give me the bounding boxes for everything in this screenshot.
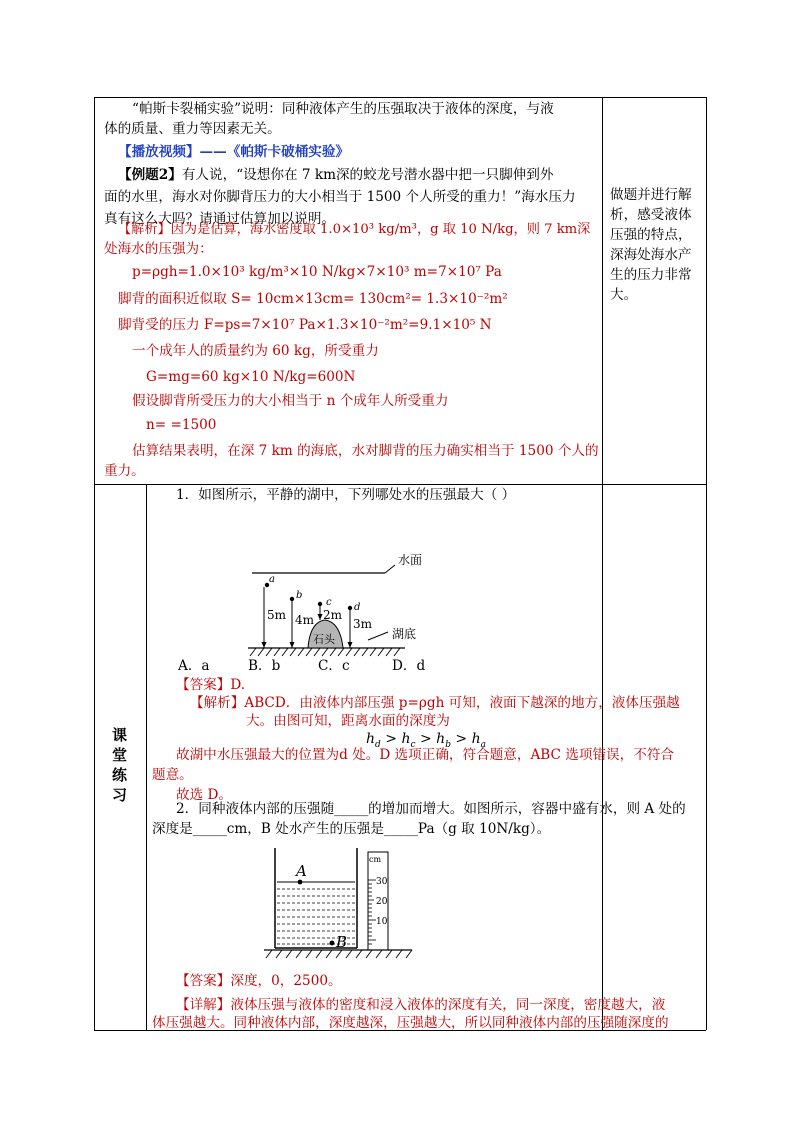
side-note-line2: 析，感受液体 [610, 207, 692, 223]
point-a-label: a [269, 574, 275, 585]
depth-c-label: 2m [323, 608, 343, 622]
side-note-line1: 做题并进行解 [610, 187, 692, 203]
q1-option-a[interactable]: A．a [178, 658, 210, 674]
q1-analysis-line3: 故湖中水压强最大的位置为d 处。D 选项正确，符合题意，ABC 选项错误，不符合 [176, 747, 675, 763]
pascal-para-line2: 体的质量、重力等因素无关。 [104, 121, 281, 137]
point-A-marker [298, 880, 303, 885]
solution-gravity: G=mg=60 kg×10 N/kg=600N [146, 369, 356, 385]
section-label-char2: 堂 [112, 746, 128, 764]
surface-label: 水面 [398, 553, 423, 567]
example2-line1: 【例题2】有人说，“设想你在 7 km深的蛟龙号潜水器中把一只脚伸到外 [118, 167, 554, 183]
q2-line1: 2．同种液体内部的压强随_____的增加而增大。如图所示，容器中盛有水，则 A 处的 [176, 801, 686, 817]
section-label-char3: 练 [112, 766, 128, 784]
q1-analysis-line4: 题意。 [152, 767, 193, 783]
solution-area: 脚背的面积近似取 S= 10cm×13cm= 130cm²= 1.3×10⁻²m² [118, 291, 508, 307]
ruler-unit: cm [369, 855, 382, 864]
example2-tag: 【例题2】 [118, 167, 182, 183]
point-c-label: c [326, 597, 332, 608]
side-note-line5: 生的压力非常 [610, 267, 692, 283]
table-side-divider [602, 97, 603, 1030]
q2-detail-line2: 体压强越大。同种液体内部，深度越深，压强越大，所以同种液体内部的压强随深度的 [152, 1015, 669, 1031]
solution-conclusion-line2: 重力。 [104, 463, 145, 479]
q1-analysis-line2: 大。由图可知，距离水面的深度为 [246, 713, 450, 729]
solution-mass: 一个成年人的质量约为 60 kg，所受重力 [132, 343, 379, 359]
solution-n: n= =1500 [146, 417, 217, 433]
q1-analysis-line5: 故选 D。 [176, 787, 233, 803]
q1-option-d[interactable]: D．d [392, 658, 426, 674]
solution-force: 脚背受的压力 F=ps=7×10⁷ Pa×1.3×10⁻²m²=9.1×10⁵ N [118, 317, 492, 333]
solution-line1: 【解析】因为是估算，海水密度取 1.0×10³ kg/m³，g 取 10 N/kg，则 7 km深 [118, 222, 591, 237]
solution-line2: 处海水的压强为： [104, 241, 213, 257]
q1-answer: 【答案】D. [176, 677, 246, 693]
solution-conclusion-line1: 估算结果表明，在深 7 km 的海底，水对脚背的压力确实相当于 1500 个人的 [132, 443, 599, 459]
point-B-label: B [336, 933, 348, 951]
depth-a-label: 5m [267, 608, 287, 622]
bottom-label: 湖底 [392, 627, 417, 641]
pascal-para-line1: “帕斯卡裂桶实验”说明：同种液体产生的压强取决于液体的深度，与液 [132, 101, 554, 117]
point-b-marker [290, 597, 294, 601]
depth-b-label: 4m [295, 613, 315, 627]
stone-label: 石头 [313, 633, 335, 646]
point-b-label: b [296, 590, 303, 601]
section-label-char1: 课 [112, 726, 128, 744]
example2-line2: 面的水里，海水对你脚背压力的大小相当于 1500 个人所受的重力！”海水压力 [104, 189, 576, 205]
solution-formula-pressure: p=ρgh=1.0×10³ kg/m³×10 N/kg×7×10³ m=7×10⁷ Pa [132, 264, 502, 280]
q1-option-c[interactable]: C．c [318, 658, 350, 674]
table-left-border [94, 97, 95, 1030]
ruler-tick-30: 30 [376, 877, 388, 887]
q1-option-b[interactable]: B．b [248, 658, 281, 674]
lake-diagram [240, 548, 440, 660]
table-col-divider [146, 484, 147, 1030]
depth-d-label: 3m [353, 617, 373, 631]
q2-detail-line1: 【详解】液体压强与液体的密度和浸入液体的深度有关，同一深度，密度越大，液 [176, 997, 666, 1013]
point-B-marker [330, 941, 335, 946]
q1-stem: 1．如图所示，平静的湖中，下列哪处水的压强最大（ ） [176, 487, 516, 503]
point-A-label: A [296, 862, 307, 880]
q1-depth-formula: $h_d > h_c > h_b > h_a$ [366, 731, 486, 750]
point-c-marker [318, 602, 322, 606]
q2-line2: 深度是_____cm，B 处水产生的压强是_____Pa（g 取 10N/kg）。 [152, 821, 551, 837]
side-note-line4: 深海处海水产 [610, 247, 692, 263]
container-diagram [262, 842, 414, 962]
video-link[interactable]: 【播放视频】——《帕斯卡破桶实验》 [118, 144, 350, 160]
point-d-marker [348, 606, 352, 610]
q2-answer: 【答案】深度，0，2500。 [176, 973, 342, 989]
ruler-tick-20: 20 [376, 897, 388, 907]
side-note-line6: 大。 [610, 287, 638, 303]
ruler-tick-10: 10 [376, 917, 388, 927]
example2-line3: 真有这么大吗？请通过估算加以说明。 [104, 211, 336, 227]
q1-analysis-line1: 【解析】ABCD．由液体内部压强 p=ρgh 可知，液面下越深的地方，液体压强越 [190, 695, 680, 711]
table-right-border [706, 97, 707, 1030]
section-label-char4: 习 [112, 786, 128, 804]
side-note-line3: 压强的特点， [610, 227, 692, 243]
point-d-label: d [354, 602, 361, 613]
solution-assume: 假设脚背所受压力的大小相当于 n 个成年人所受重力 [132, 393, 449, 409]
